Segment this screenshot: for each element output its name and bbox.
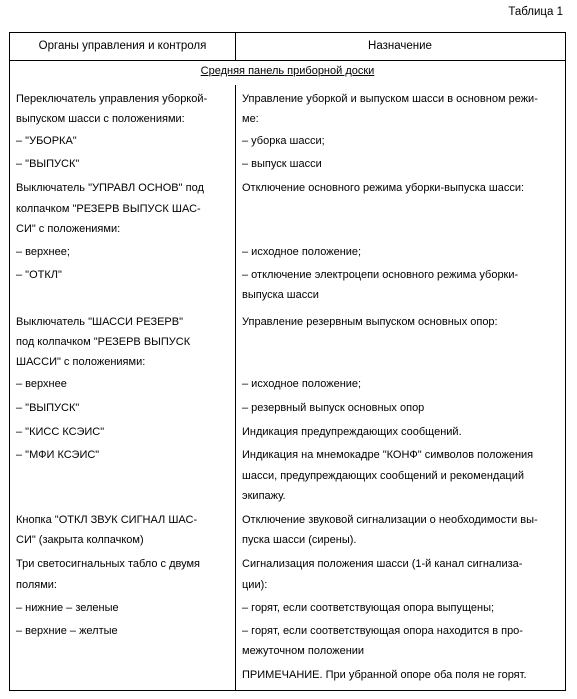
right-line: Управление уборкой и выпуском шасси в основном режи- [242, 93, 538, 105]
left-line: полями: [16, 579, 57, 591]
left-line: – "ОТКЛ" [16, 269, 62, 281]
table-header [10, 33, 565, 61]
left-line: – нижние – зеленые [16, 602, 119, 614]
header-purpose: Назначение [368, 40, 432, 52]
left-line: – "ВЫПУСК" [16, 158, 80, 170]
note-line: ПРИМЕЧАНИЕ. При убранной опоре оба поля не горят. [242, 669, 527, 681]
left-line: ШАССИ" с положениями: [16, 356, 146, 368]
right-line: межуточном положении [242, 645, 365, 657]
right-line: ции): [242, 579, 268, 591]
right-line: выпуска шасси [242, 289, 319, 301]
right-line: Отключение звуковой сигнализации о необходимости вы- [242, 514, 538, 526]
right-line: ме: [242, 113, 259, 125]
right-line: – горят, если соответствующая опора находится в про- [242, 625, 523, 637]
right-line: – исходное положение; [242, 246, 362, 258]
left-line: Выключатель "УПРАВЛ ОСНОВ" под [16, 182, 204, 194]
left-line: СИ" с положениями: [16, 223, 121, 235]
right-line: экипажу. [242, 490, 286, 502]
left-line: выпуском шасси с положениями: [16, 113, 185, 125]
left-line: – "МФИ КСЭИС" [16, 449, 100, 461]
left-line: – верхние – желтые [16, 625, 118, 637]
right-line: – отключение электроцепи основного режима уборки- [242, 269, 519, 281]
left-line: – верхнее; [16, 246, 70, 258]
left-line: колпачком "РЕЗЕРВ ВЫПУСК ШАС- [16, 203, 201, 215]
right-line: Индикация предупреждающих сообщений. [242, 426, 462, 438]
left-line: Выключатель "ШАССИ РЕЗЕРВ" [16, 316, 184, 328]
header-controls: Органы управления и контроля [38, 40, 207, 52]
right-line: Отключение основного режима уборки-выпуска шасси: [242, 182, 525, 194]
left-line: Кнопка "ОТКЛ ЗВУК СИГНАЛ ШАС- [16, 514, 198, 526]
left-line: под колпачком "РЕЗЕРВ ВЫПУСК [16, 336, 191, 348]
right-line: Управление резервным выпуском основных опор: [242, 316, 498, 328]
right-line: – уборка шасси; [242, 135, 325, 147]
left-line: – "УБОРКА" [16, 135, 77, 147]
left-line: Переключатель управления уборкой- [16, 93, 208, 105]
right-line: Сигнализация положения шасси (1-й канал сигнализа- [242, 558, 523, 570]
left-line: – верхнее [16, 378, 67, 390]
right-line: – исходное положение; [242, 378, 362, 390]
left-line: СИ" (закрыта колпачком) [16, 534, 144, 546]
right-line: – выпуск шасси [242, 158, 322, 170]
right-line: – горят, если соответствующая опора выпущены; [242, 602, 495, 614]
left-line: – "ВЫПУСК" [16, 402, 80, 414]
section-title: Средняя панель приборной доски [200, 65, 375, 77]
right-line: – резервный выпуск основных опор [242, 402, 425, 414]
left-line: Три светосигнальных табло с двумя [16, 558, 200, 570]
table-caption: Таблица 1 [508, 6, 563, 18]
controls-table [9, 32, 566, 691]
column-divider-header [235, 33, 236, 61]
column-divider-body [235, 85, 236, 690]
right-line: шасси, предупреждающих сообщений и рекомендаций [242, 470, 525, 482]
left-line: – "КИСС КСЭИС" [16, 426, 105, 438]
right-line: пуска шасси (сирены). [242, 534, 357, 546]
right-line: Индикация на мнемокадре "КОНФ" символов положения [242, 449, 534, 461]
